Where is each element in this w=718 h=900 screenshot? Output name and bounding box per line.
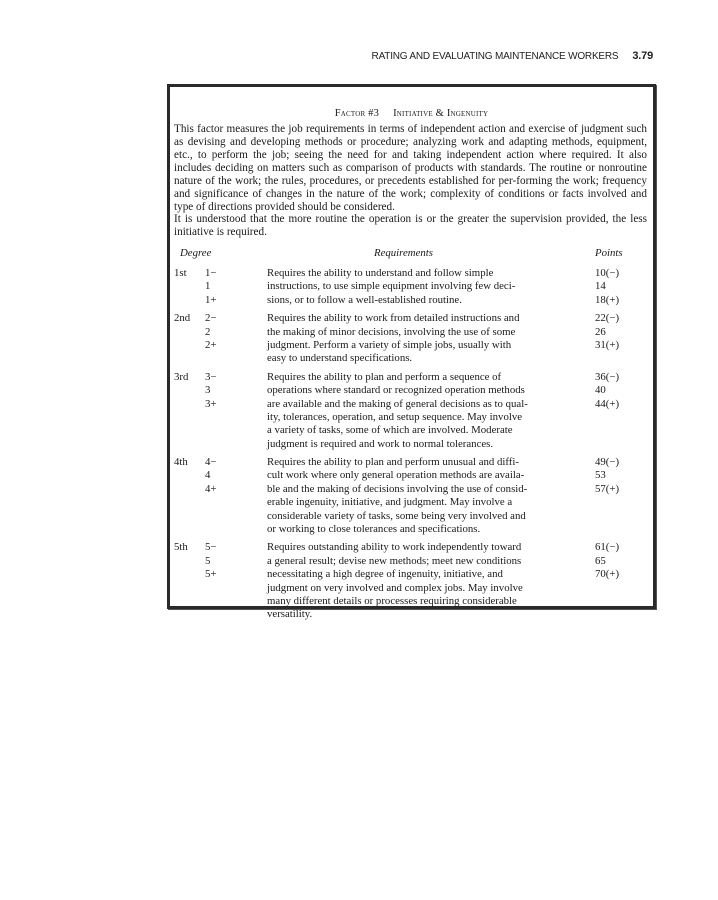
table-row (174, 312, 647, 325)
table-row (174, 398, 647, 411)
page-number: 3.79 (632, 50, 653, 62)
points-value: 40 (595, 384, 606, 397)
degree-subgrade: 1+ (205, 293, 217, 306)
factor-box (167, 84, 656, 621)
requirement-line: versatility. (267, 608, 313, 621)
degree-subgrade: 3+ (205, 397, 217, 410)
requirement-line: judgment is required and work to normal tolerances. (267, 437, 494, 450)
degree-group (174, 267, 647, 307)
running-head-title: RATING AND EVALUATING MAINTENANCE WORKERS (371, 51, 619, 62)
requirement-line: erable ingenuity, initiative, and judgment. May involve a (267, 496, 513, 509)
degree-subgrade: 2+ (205, 338, 217, 351)
points-value: 65 (595, 554, 606, 567)
points-value: 14 (595, 280, 606, 293)
degree-group (174, 541, 647, 621)
table-row (174, 384, 647, 397)
requirement-line: necessitating a high degree of ingenuity, initiative, and (267, 568, 503, 581)
table-row (174, 595, 647, 608)
table-row (174, 483, 647, 496)
requirement-line: operations where standard or recognized operation methods (267, 384, 525, 397)
requirement-line: Requires the ability to understand and follow simple (267, 267, 494, 279)
requirement-line: easy to understand specifications. (267, 352, 413, 365)
degree-group (174, 371, 647, 451)
degree-subgrade: 3 (205, 384, 211, 397)
points-value: 61(−) (595, 541, 620, 554)
table-row (174, 267, 647, 280)
degree-table (174, 247, 647, 622)
degree-subgrade: 5+ (205, 568, 217, 581)
requirement-line: are available and the making of general decisions as to qual- (267, 397, 528, 410)
points-value: 26 (595, 325, 606, 338)
table-row (174, 541, 647, 554)
requirement-line: instructions, to use simple equipment involving few deci- (267, 280, 516, 293)
points-value: 57(+) (595, 482, 620, 495)
degree-subgrade: 3− (205, 370, 217, 383)
table-row (174, 411, 647, 424)
degree-group (174, 456, 647, 536)
points-value: 36(−) (595, 370, 620, 383)
factor-name: Initiative & Ingenuity (393, 108, 489, 119)
points-value: 18(+) (595, 293, 620, 306)
table-row (174, 555, 647, 568)
degree-ordinal: 3rd (174, 370, 189, 383)
requirement-line: judgment on very involved and complex jobs. May involve (267, 581, 523, 594)
degree-group (174, 312, 647, 366)
degree-ordinal: 4th (174, 456, 188, 469)
header-points: Points (595, 247, 623, 259)
requirement-line: Requires outstanding ability to work independently toward (267, 541, 522, 554)
points-value: 53 (595, 469, 606, 482)
degree-subgrade: 2− (205, 312, 217, 325)
points-value: 10(−) (595, 267, 620, 279)
degree-subgrade: 4− (205, 456, 217, 469)
table-row (174, 424, 647, 437)
table-row (174, 568, 647, 581)
degree-subgrade: 4+ (205, 482, 217, 495)
requirement-line: considerable variety of tasks, some being very involved and (267, 509, 526, 522)
table-row (174, 469, 647, 482)
table-row (174, 352, 647, 365)
degree-subgrade: 5− (205, 541, 217, 554)
factor-title (170, 108, 653, 119)
requirement-line: the making of minor decisions, involving the use of some (267, 325, 516, 338)
points-value: 44(+) (595, 397, 620, 410)
table-row (174, 523, 647, 536)
table-row (174, 456, 647, 469)
table-row (174, 339, 647, 352)
requirement-line: Requires the ability to plan and perform a sequence of (267, 370, 502, 383)
header-requirements: Requirements (374, 247, 433, 259)
table-row (174, 510, 647, 523)
degree-subgrade: 4 (205, 469, 211, 482)
table-header (174, 247, 647, 262)
table-row (174, 608, 647, 621)
points-value: 31(+) (595, 338, 620, 351)
points-value: 49(−) (595, 456, 620, 469)
requirement-line: Requires the ability to work from detailed instructions and (267, 312, 520, 325)
header-degree: Degree (180, 247, 212, 259)
degree-subgrade: 5 (205, 554, 211, 567)
degree-subgrade: 1 (205, 280, 211, 293)
table-row (174, 582, 647, 595)
table-row (174, 294, 647, 307)
running-head (372, 50, 653, 62)
table-row (174, 280, 647, 293)
degree-ordinal: 2nd (174, 312, 191, 325)
requirement-line: sions, or to follow a well-established routine. (267, 293, 462, 306)
requirement-line: ity, tolerances, operation, and setup sequence. May involve (267, 410, 523, 423)
factor-label: Factor #3 (334, 108, 380, 119)
points-value: 70(+) (595, 568, 620, 581)
requirement-line: judgment. Perform a variety of simple jobs, usually with (267, 338, 512, 351)
requirement-line: a general result; devise new methods; meet new conditions (267, 554, 522, 567)
requirement-line: ble and the making of decisions involving the use of consid- (267, 482, 528, 495)
requirement-line: a variety of tasks, some of which are involved. Moderate (267, 424, 513, 437)
degree-ordinal: 5th (174, 541, 188, 554)
degree-ordinal: 1st (174, 267, 187, 279)
factor-description: This factor measures the job requirements in terms of independent action and exercise of judgment such as devising and developing methods or procedure; analyzing work and adapting methods, equipment, etc., to perform the job; seeing the need for and taking independent action where required. It also includes deciding on matters such as comparison of products with standards. The routine or nonroutine nature of the work; the rules, procedures, or precedents established for per-forming the work; frequency and significance of changes in the nature of the work; complexity of conditions or facts involved and type of directions provided should be considered. (174, 123, 647, 213)
requirement-line: cult work where only general operation methods are availa- (267, 469, 525, 482)
degree-subgrade: 1− (205, 267, 217, 279)
requirement-line: many different details or processes requiring considerable (267, 594, 517, 607)
table-row (174, 326, 647, 339)
requirement-line: Requires the ability to plan and perform unusual and diffi- (267, 456, 519, 469)
table-row (174, 496, 647, 509)
table-row (174, 438, 647, 451)
degree-subgrade: 2 (205, 325, 211, 338)
factor-note: It is understood that the more routine the operation is or the greater the supervision provided, the less initiative is required. (174, 213, 647, 238)
table-row (174, 371, 647, 384)
points-value: 22(−) (595, 312, 620, 325)
requirement-line: or working to close tolerances and specifications. (267, 523, 481, 536)
